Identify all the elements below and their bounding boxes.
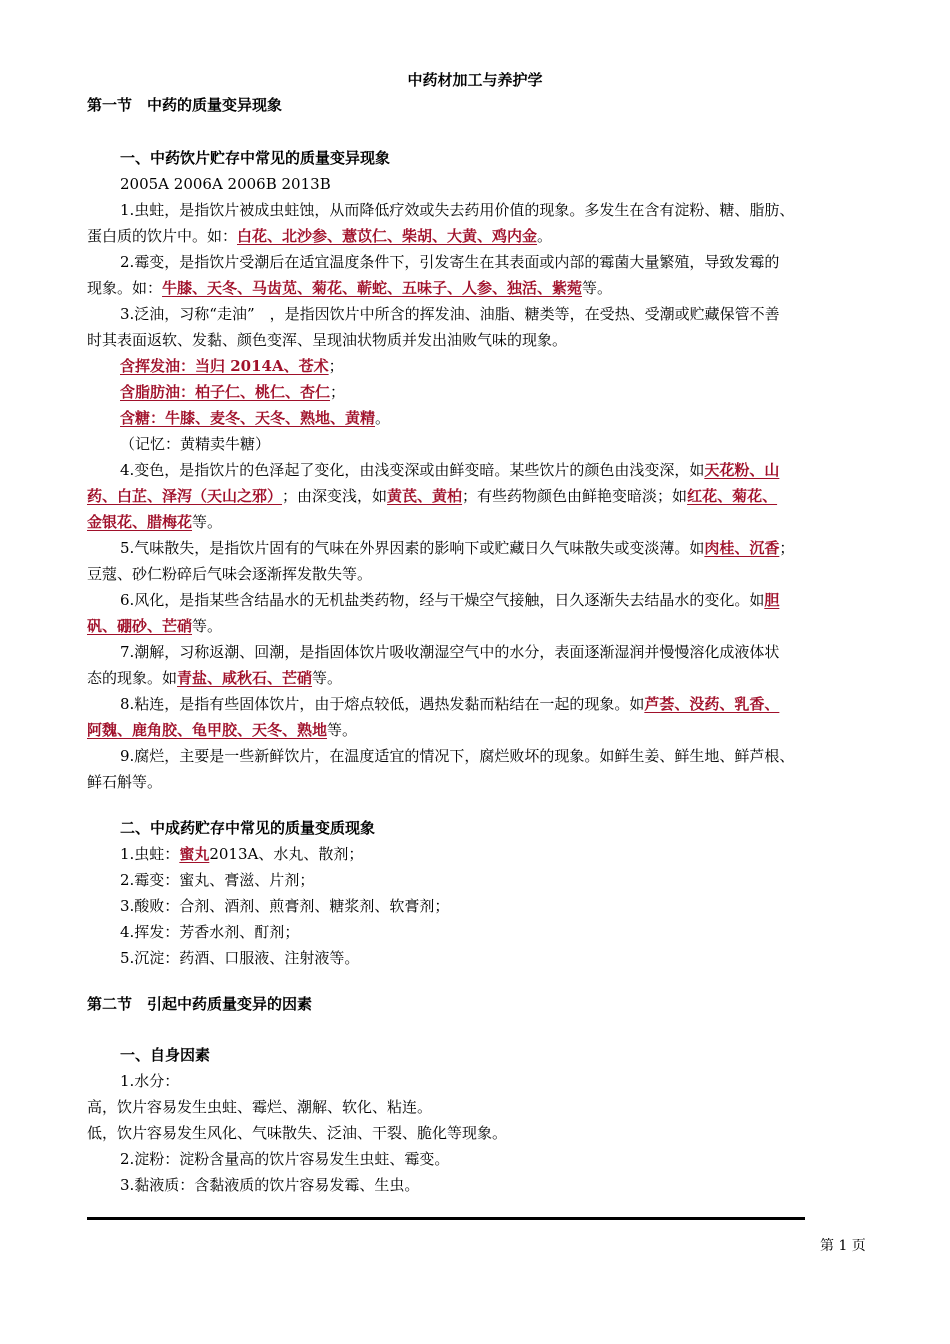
text-run: 现象。如： bbox=[87, 279, 163, 297]
text-run: 1.虫蛀，是指饮片被成虫蛀蚀，从而降低疗效或失去药用价值的现象。多发生在含有淀粉、糖、脂肪、 bbox=[120, 201, 795, 219]
heading-text: 第二节 引起中药质量变异的因素 bbox=[87, 995, 313, 1013]
text-run: 3.黏液质：含黏液质的饮片容易发霉、生虫。 bbox=[120, 1176, 420, 1194]
document-title: 中药材加工与养护学 bbox=[407, 71, 543, 89]
text-run: 2005A 2006A 2006B 2013B bbox=[120, 175, 331, 193]
heading-text: 第一节 中药的质量变异现象 bbox=[87, 96, 283, 114]
heading-text: 二、中成药贮存中常见的质量变质现象 bbox=[120, 819, 376, 837]
text-run: 7.潮解，习称返潮、回潮，是指固体饮片吸收潮湿空气中的水分，表面逐渐湿润并慢慢溶化成液体状 bbox=[120, 643, 780, 661]
text-line bbox=[87, 616, 222, 636]
highlighted-text: 牛膝、天冬、马齿苋、菊花、蕲蛇、五味子、人参、独活、紫菀 bbox=[162, 279, 583, 297]
text-run: 等。 bbox=[192, 617, 223, 635]
text-line bbox=[87, 564, 372, 584]
highlighted-text: 金银花、腊梅花 bbox=[87, 513, 193, 531]
text-run: 3.酸败：合剂、酒剂、煎膏剂、糖浆剂、软膏剂； bbox=[120, 897, 450, 915]
highlighted-text: 红花、菊花、 bbox=[687, 487, 778, 505]
text-line bbox=[120, 694, 779, 714]
text-line bbox=[87, 95, 282, 115]
text-line bbox=[120, 922, 299, 942]
text-run: 等。 bbox=[327, 721, 358, 739]
text-run: 鲜石斛等。 bbox=[87, 773, 163, 791]
highlighted-text: 青盐、咸秋石、芒硝 bbox=[177, 669, 313, 687]
highlighted-text: 天花粉、山 bbox=[704, 461, 780, 479]
text-line bbox=[120, 1045, 210, 1065]
text-run: 1.虫蛀： bbox=[120, 845, 180, 863]
text-line bbox=[120, 200, 794, 220]
text-run: 低，饮片容易发生风化、气味散失、泛油、干裂、脆化等现象。 bbox=[87, 1124, 508, 1142]
text-line bbox=[87, 278, 612, 298]
text-run: 态的现象。如 bbox=[87, 669, 178, 687]
text-line bbox=[120, 538, 794, 558]
highlighted-text: 黄芪、黄柏 bbox=[387, 487, 463, 505]
text-run: 5.气味散失，是指饮片固有的气味在外界因素的影响下或贮藏日久气味散失或变淡薄。如 bbox=[120, 539, 705, 557]
text-run: 9.腐烂，主要是一些新鲜饮片，在温度适宜的情况下，腐烂败坏的现象。如鲜生姜、鲜生地、鲜芦根、 bbox=[120, 747, 795, 765]
text-run: 3.泛油，习称“走油” ，是指因饮片中所含的挥发油、油脂、糖类等，在受热、受潮或贮藏保管不善 bbox=[120, 305, 780, 323]
text-run: 2.淀粉：淀粉含量高的饮片容易发生虫蛀、霉变。 bbox=[120, 1150, 450, 1168]
text-line bbox=[120, 1149, 449, 1169]
text-line bbox=[120, 174, 331, 194]
text-line bbox=[120, 948, 359, 968]
text-line bbox=[120, 1071, 179, 1091]
text-line bbox=[120, 252, 779, 272]
text-run: ； bbox=[328, 357, 344, 375]
text-run: （记忆：黄精卖牛糖） bbox=[120, 435, 271, 453]
text-line bbox=[120, 870, 314, 890]
page-number: 第 1 页 bbox=[820, 1238, 866, 1254]
text-run: 4.变色，是指饮片的色泽起了变化，由浅变深或由鲜变暗。某些饮片的颜色由浅变深，如 bbox=[120, 461, 705, 479]
heading-text: 一、自身因素 bbox=[120, 1046, 211, 1064]
text-line bbox=[87, 1123, 507, 1143]
text-line bbox=[87, 772, 162, 792]
text-run: ；由深变浅，如 bbox=[282, 487, 388, 505]
text-run: 2.霉变：蜜丸、膏滋、片剂； bbox=[120, 871, 315, 889]
text-line bbox=[120, 408, 390, 428]
text-run: 蛋白质的饮片中。如： bbox=[87, 227, 238, 245]
highlighted-text: 含脂肪油：柏子仁、桃仁、杏仁 bbox=[120, 383, 331, 401]
highlighted-text: 蜜丸 bbox=[179, 845, 210, 863]
text-line bbox=[87, 720, 357, 740]
highlighted-text: 肉桂、沉香 bbox=[704, 539, 780, 557]
text-line bbox=[120, 356, 344, 376]
text-line bbox=[120, 818, 375, 838]
text-line bbox=[87, 1097, 432, 1117]
text-line bbox=[87, 330, 567, 350]
text-run: 时其表面返软、发黏、颜色变浑、呈现油状物质并发出油败气味的现象。 bbox=[87, 331, 568, 349]
text-line bbox=[120, 148, 390, 168]
text-line bbox=[120, 382, 345, 402]
highlighted-text: 芦荟、没药、乳香、 bbox=[644, 695, 780, 713]
text-line bbox=[120, 304, 780, 324]
text-line bbox=[120, 1175, 419, 1195]
text-line bbox=[87, 994, 312, 1014]
highlighted-text: 胆 bbox=[764, 591, 780, 609]
text-line bbox=[87, 668, 342, 688]
text-run: 5.沉淀：药酒、口服液、注射液等。 bbox=[120, 949, 360, 967]
text-run: ；有些药物颜色由鲜艳变暗淡；如 bbox=[462, 487, 688, 505]
text-line bbox=[120, 896, 449, 916]
highlighted-text: 含挥发油：当归 2014A、苍术 bbox=[120, 357, 329, 375]
text-line bbox=[120, 844, 363, 864]
highlighted-text: 矾、硼砂、芒硝 bbox=[87, 617, 193, 635]
text-run: 等。 bbox=[312, 669, 343, 687]
text-line bbox=[120, 746, 794, 766]
text-run: 豆蔻、砂仁粉碎后气味会逐渐挥发散失等。 bbox=[87, 565, 373, 583]
text-line bbox=[120, 642, 779, 662]
text-run: ； bbox=[330, 383, 346, 401]
text-run: ； bbox=[779, 539, 795, 557]
text-run: 2013A、水丸、散剂； bbox=[209, 845, 364, 863]
text-run: 1.水分： bbox=[120, 1072, 180, 1090]
text-run: 6.风化，是指某些含结晶水的无机盐类药物，经与干燥空气接触，日久逐渐失去结晶水的变化。如 bbox=[120, 591, 765, 609]
highlighted-text: 阿魏、鹿角胶、龟甲胶、天冬、熟地 bbox=[87, 721, 328, 739]
highlighted-text: 含糖：牛膝、麦冬、天冬、熟地、黄精 bbox=[120, 409, 376, 427]
text-run: 4.挥发：芳香水剂、酊剂； bbox=[120, 923, 300, 941]
text-line bbox=[120, 434, 270, 454]
text-run: 高，饮片容易发生虫蛀、霉烂、潮解、软化、粘连。 bbox=[87, 1098, 433, 1116]
text-run: 等。 bbox=[582, 279, 613, 297]
text-run: 等。 bbox=[192, 513, 223, 531]
text-line bbox=[87, 486, 777, 506]
text-run: 。 bbox=[375, 409, 391, 427]
text-run: 8.粘连，是指有些固体饮片，由于熔点较低，遇热发黏而粘结在一起的现象。如 bbox=[120, 695, 645, 713]
footer-rule bbox=[87, 1217, 805, 1220]
text-line bbox=[120, 460, 779, 480]
text-run: 2.霉变，是指饮片受潮后在适宜温度条件下，引发寄生在其表面或内部的霉菌大量繁殖，导致发霉的 bbox=[120, 253, 780, 271]
text-line bbox=[87, 226, 552, 246]
text-line bbox=[87, 512, 222, 532]
text-line bbox=[120, 590, 779, 610]
text-run: 。 bbox=[537, 227, 553, 245]
heading-text: 一、中药饮片贮存中常见的质量变异现象 bbox=[120, 149, 391, 167]
highlighted-text: 药、白芷、泽泻（天山之邪） bbox=[87, 487, 283, 505]
highlighted-text: 白花、北沙参、薏苡仁、柴胡、大黄、鸡内金 bbox=[237, 227, 538, 245]
